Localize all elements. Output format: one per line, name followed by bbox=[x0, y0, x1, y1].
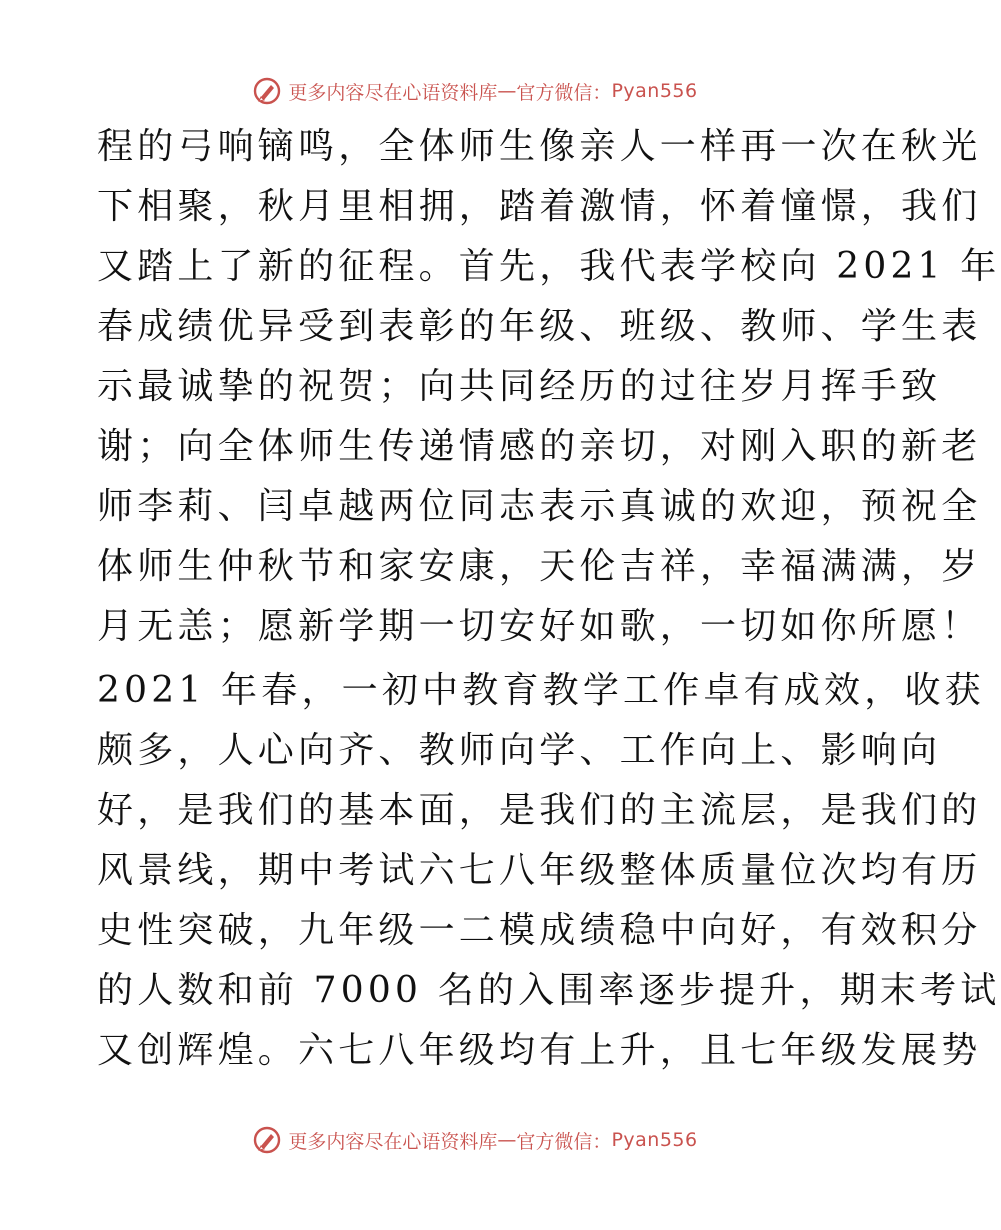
text-line: 月无恙；愿新学期一切安好如歌，一切如你所愿！ bbox=[97, 606, 982, 647]
watermark-site-text: 更多内容尽在心语资料库 bbox=[288, 1130, 498, 1153]
footer-watermark bbox=[0, 1120, 950, 1160]
text-line: 又踏上了新的征程。首先，我代表学校向 2021 年 bbox=[97, 246, 1001, 287]
watermark-separator: — bbox=[497, 80, 517, 102]
text-line: 春成绩优异受到表彰的年级、班级、教师、学生表 bbox=[97, 306, 982, 347]
text-line: 又创辉煌。六七八年级均有上升，且七年级发展势 bbox=[97, 1030, 982, 1071]
text-line: 颇多，人心向齐、教师向学、工作向上、影响向 bbox=[97, 730, 942, 771]
text-line: 程的弓响镝鸣，全体师生像亲人一样再一次在秋光 bbox=[97, 126, 982, 167]
pen-circle-logo-icon bbox=[252, 1125, 282, 1155]
text-line: 史性突破，九年级一二模成绩稳中向好，有效积分 bbox=[97, 910, 982, 951]
watermark-site-text: 更多内容尽在心语资料库 bbox=[288, 81, 498, 104]
header-watermark bbox=[0, 71, 950, 111]
text-line: 下相聚，秋月里相拥，踏着激情，怀着憧憬，我们 bbox=[97, 186, 982, 227]
text-line: 的人数和前 7000 名的入围率逐步提升，期末考试 bbox=[97, 970, 1001, 1011]
text-line: 好，是我们的基本面，是我们的主流层，是我们的 bbox=[97, 790, 982, 831]
watermark-wechat-id: Pyan556 bbox=[611, 80, 698, 102]
pen-circle-logo-icon bbox=[252, 76, 282, 106]
watermark-wechat-label: 官方微信： bbox=[516, 1130, 612, 1153]
text-line: 谢；向全体师生传递情感的亲切，对刚入职的新老 bbox=[97, 426, 982, 467]
watermark-separator: — bbox=[497, 1129, 517, 1151]
text-line: 2021 年春，一初中教育教学工作卓有成效，收获 bbox=[97, 670, 985, 711]
text-line: 体师生仲秋节和家安康，天伦吉祥，幸福满满，岁 bbox=[97, 546, 982, 587]
text-line: 师李莉、闫卓越两位同志表示真诚的欢迎，预祝全 bbox=[97, 486, 982, 527]
text-line: 示最诚挚的祝贺；向共同经历的过往岁月挥手致 bbox=[97, 366, 942, 407]
watermark-wechat-label: 官方微信： bbox=[516, 81, 612, 104]
watermark-wechat-id: Pyan556 bbox=[611, 1129, 698, 1151]
text-line: 风景线，期中考试六七八年级整体质量位次均有历 bbox=[97, 850, 982, 891]
